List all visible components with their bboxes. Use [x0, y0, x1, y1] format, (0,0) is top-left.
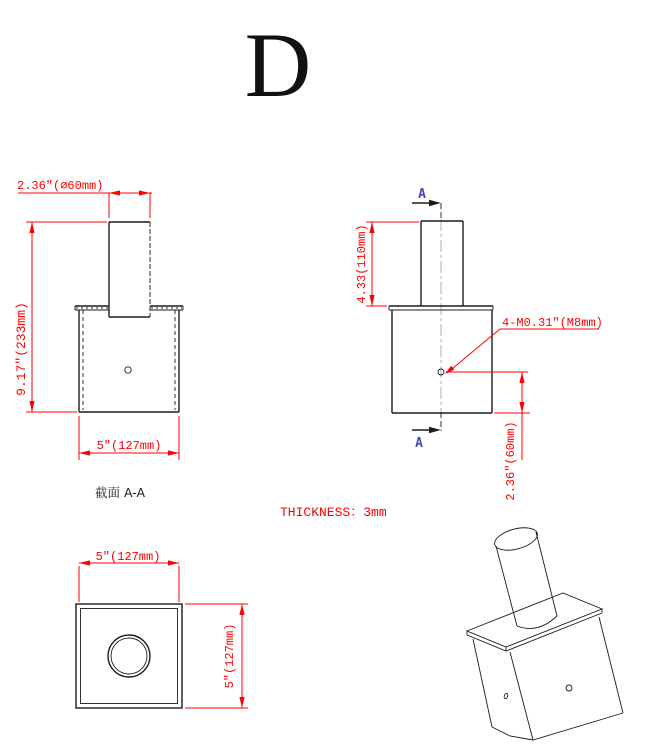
dim-hole-offset: 2.36"(60mm) — [504, 421, 518, 501]
outer-square — [76, 604, 182, 708]
inner-square — [81, 609, 178, 704]
section-caption: 截面 A-A — [95, 485, 146, 500]
arrow-right — [139, 190, 150, 195]
arrow-down — [239, 697, 244, 708]
section-arrow-bottom — [429, 427, 441, 433]
arrow-up — [519, 372, 524, 383]
section-letter-top: A — [418, 187, 426, 202]
plate-thickness-edge — [467, 613, 602, 651]
arrow-up — [369, 222, 374, 233]
arrow-left — [79, 450, 90, 455]
section-arrow-top — [429, 200, 441, 206]
front-view — [14, 179, 183, 500]
dim-top-width: 5"(127mm) — [95, 550, 161, 564]
plate-top-face — [467, 593, 602, 647]
cylinder-bottom-arc — [517, 616, 557, 628]
thickness-note: THICKNESS：3mm — [280, 505, 387, 520]
iso-hole-side — [504, 693, 509, 699]
arrow-up — [239, 604, 244, 615]
iso-hole-front — [566, 685, 572, 691]
arrow-right — [168, 560, 179, 565]
cylinder-top-ellipse — [492, 524, 540, 555]
top-view — [76, 550, 248, 708]
arrow-down — [369, 295, 374, 306]
dim-pole-height: 4.33(110mm) — [355, 224, 369, 304]
front-hole — [125, 367, 131, 373]
arrow-right — [168, 450, 179, 455]
arrow-left — [79, 560, 90, 565]
cylinder-right-edge — [536, 532, 557, 616]
dim-box-width: 5"(127mm) — [96, 439, 162, 453]
pipe-outer-circle — [108, 635, 150, 677]
dim-pole-diameter: 2.36"(∅60mm) — [17, 179, 104, 193]
dim-total-height: 9.17"(233mm) — [14, 302, 29, 396]
side-view — [355, 187, 603, 501]
body-right-edge — [599, 617, 623, 713]
section-letter-bottom: A — [415, 436, 423, 451]
arrow-up — [29, 222, 34, 233]
body-front-edge — [510, 652, 533, 740]
arrow-left — [109, 190, 120, 195]
body-left-edge — [473, 639, 492, 727]
cylinder-left-edge — [496, 546, 517, 626]
thread-callout: 4-M0.31"(M8mm) — [502, 316, 603, 330]
arrow-down — [29, 401, 34, 412]
page-title: D — [244, 14, 312, 116]
dim-right-height: 5"(127mm) — [223, 623, 237, 689]
body-bottom-edges — [492, 713, 623, 740]
arrow-down — [519, 402, 524, 413]
iso-view — [467, 524, 623, 740]
leader-arrow — [445, 366, 454, 374]
pipe-inner-circle — [111, 638, 147, 674]
